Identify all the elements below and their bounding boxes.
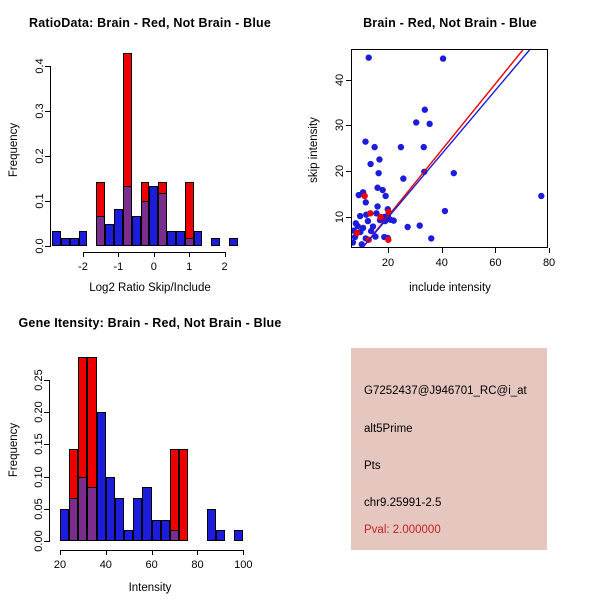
gene-intensity-title: Gene Itensity: Brain - Red, Not Brain - Blue: [18, 316, 282, 330]
x-axis-tick-label: 60: [145, 559, 158, 571]
histogram-bar-brain: [170, 449, 179, 541]
histogram-bar-notbrain: [167, 231, 176, 246]
y-axis-tick-label: 0.2: [34, 148, 46, 164]
histogram-bar-notbrain: [211, 238, 220, 246]
y-axis-tick-label: 30: [334, 119, 346, 132]
plot-frame: [351, 49, 548, 248]
x-axis-tick: [118, 252, 119, 257]
x-axis-tick: [442, 248, 443, 253]
histogram-bar-notbrain: [133, 498, 142, 541]
y-axis-tick-label: 0.15: [33, 433, 45, 456]
x-axis-tick-label: 100: [234, 559, 253, 571]
probe-id-text: G7252437@J946701_RC@i_at: [364, 385, 527, 397]
histogram-bar-overlap: [185, 238, 194, 246]
y-axis-tick: [346, 125, 351, 126]
histogram-bar-notbrain: [70, 238, 79, 246]
y-axis-tick-label: 0.0: [34, 238, 46, 254]
histogram-bar-overlap: [141, 201, 150, 246]
y-axis-tick-label: 10: [334, 210, 346, 223]
gene-name-text: Pts: [364, 460, 381, 472]
panel-gene-intensity-histogram: [0, 300, 300, 600]
x-axis-tick-label: -2: [78, 261, 88, 273]
histogram-bar-notbrain: [152, 520, 161, 541]
event-type-text: alt5Prime: [364, 423, 413, 435]
panel-intensity-scatter: [300, 0, 600, 300]
ratio-histogram-x-axis-title: Log2 Ratio Skip/Include: [89, 282, 211, 294]
histogram-bar-notbrain: [105, 224, 114, 246]
y-axis-tick-label: 20: [334, 164, 346, 177]
histogram-bar-notbrain: [97, 412, 106, 540]
scatter-y-axis-title: skip intensity: [308, 117, 320, 183]
x-axis-tick: [189, 252, 190, 257]
gene-intensity-x-axis-title: Intensity: [128, 582, 172, 594]
histogram-bar-overlap: [78, 477, 87, 541]
histogram-bar-notbrain: [115, 498, 124, 541]
y-axis-line: [50, 66, 51, 247]
histogram-bar-notbrain: [161, 520, 170, 541]
y-axis-tick: [346, 171, 351, 172]
x-axis-tick: [197, 550, 198, 555]
y-axis-tick-label: 0.10: [33, 465, 45, 488]
y-axis-tick-label: 40: [334, 73, 346, 86]
histogram-bar-notbrain: [194, 231, 203, 246]
x-axis-tick-label: 2: [221, 261, 228, 273]
y-axis-tick-label: 0.20: [33, 401, 45, 424]
gene-intensity-y-axis-title: Frequency: [8, 422, 20, 478]
y-axis-tick-label: 0.25: [33, 369, 45, 392]
histogram-bar-notbrain: [132, 216, 141, 246]
pval-text: Pval: 2.000000: [364, 524, 441, 536]
y-axis-line: [49, 380, 50, 541]
histogram-bar-overlap: [123, 186, 132, 246]
panel-info: [300, 300, 600, 600]
ratio-histogram-title: RatioData: Brain - Red, Not Brain - Blue: [28, 16, 272, 30]
ratio-histogram-y-axis-title: Frequency: [8, 122, 20, 178]
x-axis-tick-label: 0: [150, 261, 157, 273]
y-axis-tick-label: 0.1: [34, 193, 46, 209]
x-axis-tick-label: 1: [186, 261, 193, 273]
histogram-bar-notbrain: [124, 530, 133, 541]
histogram-bar-notbrain: [106, 477, 115, 541]
histogram-bar-notbrain: [207, 509, 216, 541]
x-axis-tick: [243, 550, 244, 555]
y-axis-tick: [346, 217, 351, 218]
histogram-bar-notbrain: [229, 238, 238, 246]
info-panel-box: [351, 348, 547, 550]
y-axis-tick-label: 0.4: [34, 58, 46, 74]
y-axis-tick-label: 0.05: [33, 497, 45, 520]
panel-ratio-histogram: [0, 0, 300, 300]
histogram-bar-notbrain: [60, 509, 69, 541]
x-axis-tick-label: 60: [489, 257, 502, 269]
scatter-title: Brain - Red, Not Brain - Blue: [363, 16, 537, 30]
x-axis-tick-label: 20: [53, 559, 67, 571]
x-axis-tick-label: -1: [113, 261, 124, 273]
locus-text: chr9.25991-2.5: [364, 497, 442, 509]
histogram-bar-notbrain: [52, 231, 61, 246]
histogram-bar-overlap: [170, 530, 179, 541]
y-axis-tick: [346, 80, 351, 81]
x-axis-tick-label: 40: [99, 559, 112, 571]
histogram-bar-overlap: [96, 216, 105, 246]
x-axis-tick: [225, 252, 226, 257]
histogram-bar-notbrain: [176, 231, 185, 246]
x-axis-tick-label: 40: [435, 257, 448, 269]
scatter-x-axis-title: include intensity: [409, 282, 491, 294]
histogram-bar-notbrain: [234, 530, 243, 541]
histogram-bar-notbrain: [61, 238, 70, 246]
x-axis-tick: [495, 248, 496, 253]
x-axis-tick: [60, 550, 61, 555]
x-axis-tick: [388, 248, 389, 253]
x-axis-tick: [106, 550, 107, 555]
histogram-bar-overlap: [87, 487, 96, 540]
histogram-bar-notbrain: [79, 231, 88, 246]
histogram-bar-overlap: [69, 498, 78, 541]
y-axis-tick-label: 0.3: [34, 103, 46, 119]
x-axis-tick: [83, 252, 84, 257]
x-axis-tick: [154, 252, 155, 257]
histogram-bar-notbrain: [216, 530, 225, 541]
x-axis-tick-label: 80: [542, 257, 556, 269]
histogram-bar-brain: [179, 449, 188, 541]
histogram-bar-notbrain: [142, 487, 151, 540]
x-axis-tick-label: 20: [381, 257, 395, 269]
x-axis-tick: [549, 248, 550, 253]
x-axis-tick-label: 80: [191, 559, 204, 571]
x-axis-tick: [152, 550, 153, 555]
y-axis-tick-label: 0.00: [33, 529, 45, 552]
histogram-bar-notbrain: [149, 186, 158, 246]
histogram-bar-notbrain: [114, 209, 123, 246]
histogram-bar-brain: [185, 182, 194, 246]
histogram-bar-overlap: [158, 193, 167, 246]
